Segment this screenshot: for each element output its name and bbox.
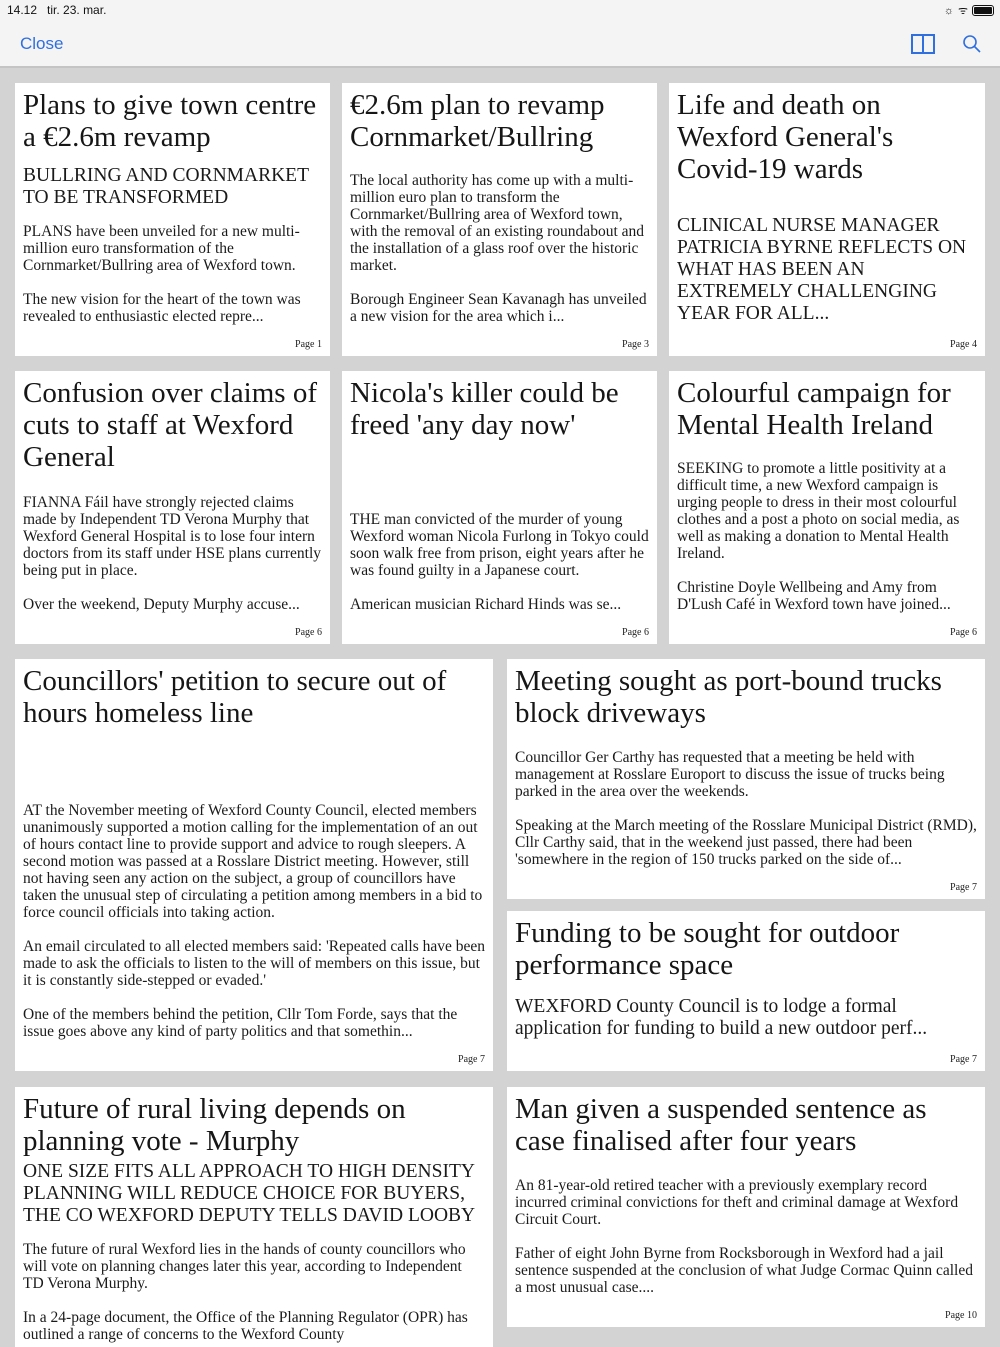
- status-bar: [0, 0, 1000, 22]
- article-card[interactable]: [507, 659, 985, 899]
- article-title: Councillors' petition to secure out of hours homeless line: [23, 665, 447, 729]
- article-paragraph: AT the November meeting of Wexford County Council, elected members unanimously supported a motion calling for the implementation of an out of hours contact line to provide support and advice to rough sleepers. A second motion was passed at a Rosslare District meeting. However, still not having seen any action on the subject, a group of councillors have taken the unusual step of circulating a petition among members in a bid to force council officials into taking action.: [23, 802, 483, 921]
- article-paragraph: One of the members behind the petition, Cllr Tom Forde, says that the issue goes above any kind of party politics and that somethin...: [23, 1006, 458, 1040]
- article-paragraph: An email circulated to all elected members said: 'Repeated calls have been made to ask the officials to listen to the will of members on this issue, but it is constantly side-stepped or evaded.': [23, 938, 485, 989]
- article-paragraph: An 81-year-old retired teacher with a previously exemplary record incurred criminal convictions for theft and criminal damage at Wexford Circuit Court.: [515, 1177, 959, 1228]
- article-body: [23, 802, 485, 1040]
- article-subtitle: BULLRING AND CORNMARKET TO BE TRANSFORMED: [23, 165, 309, 208]
- toolbar: [0, 22, 1000, 68]
- article-paragraph: Councillor Ger Carthy has requested that a meeting be held with management at Rosslare Europort to discuss the issue of trucks being parked in the area over the weekends.: [515, 749, 945, 800]
- article-paragraph: Christine Doyle Wellbeing and Amy from D'Lush Café in Wexford town have joined...: [677, 579, 951, 613]
- article-body: [23, 494, 322, 613]
- article-body: [515, 749, 977, 868]
- article-title: €2.6m plan to revamp Cornmarket/Bullring: [350, 89, 605, 153]
- page-number: Page 3: [622, 339, 649, 350]
- article-content: [515, 749, 977, 868]
- article-title: Colourful campaign for Mental Health Ireland: [677, 377, 951, 441]
- article-paragraph: In a 24-page document, the Office of the Planning Regulator (OPR) has outlined a range of concerns to the Wexford County: [23, 1309, 468, 1343]
- article-content: [677, 460, 977, 613]
- article-paragraph: Speaking at the March meeting of the Rosslare Municipal District (RMD), Cllr Carthy said, that in the weekend just passed, there had been 'somewhere in the region of 150 trucks parked on the side of...: [515, 817, 977, 868]
- search-icon[interactable]: [962, 34, 982, 54]
- article-subtitle: WEXFORD County Council is to lodge a formal application for funding to build a new outdoor perf...: [515, 996, 928, 1039]
- article-paragraph: SEEKING to promote a little positivity at a difficult time, a new Wexford campaign is urging people to dress in their most colourful clothes and a post a photo on social media, as well as making a donation to Mental Health Ireland.: [677, 460, 960, 562]
- article-paragraph: Borough Engineer Sean Kavanagh has unveiled a new vision for the area which i...: [350, 291, 647, 325]
- article-content: [23, 494, 322, 613]
- article-card[interactable]: [669, 83, 985, 356]
- article-title: Future of rural living depends on planning vote - Murphy: [23, 1093, 406, 1157]
- article-body: [515, 1177, 977, 1296]
- article-content: [350, 172, 649, 325]
- article-card[interactable]: [15, 1087, 493, 1347]
- article-content: [515, 1177, 977, 1296]
- article-paragraph: THE man convicted of the murder of young Wexford woman Nicola Furlong in Tokyo could soon walk free from prison, eight years after he was found guilty in a Japanese court.: [350, 511, 649, 579]
- article-card[interactable]: [507, 1087, 985, 1327]
- article-title: Nicola's killer could be freed 'any day now': [350, 377, 619, 441]
- article-title: Confusion over claims of cuts to staff at Wexford General: [23, 377, 317, 473]
- article-card[interactable]: [669, 371, 985, 644]
- article-title: Life and death on Wexford General's Covid-19 wards: [677, 89, 894, 185]
- article-card[interactable]: [15, 83, 330, 356]
- article-subtitle: CLINICAL NURSE MANAGER PATRICIA BYRNE REFLECTS ON WHAT HAS BEEN AN EXTREMELY CHALLENGING YEAR FOR ALL...: [677, 215, 967, 324]
- battery-icon: [972, 5, 994, 16]
- status-time: 14.12 tir. 23. mar.: [7, 3, 107, 17]
- article-body: [350, 511, 649, 613]
- article-title: Funding to be sought for outdoor performance space: [515, 917, 900, 981]
- article-title: Plans to give town centre a €2.6m revamp: [23, 89, 317, 153]
- article-content: [23, 1157, 485, 1343]
- page-number: Page 6: [622, 627, 649, 638]
- article-card[interactable]: [15, 371, 330, 644]
- article-content: [677, 215, 977, 325]
- page-number: Page 7: [950, 882, 977, 893]
- article-content: [23, 802, 485, 1040]
- article-card[interactable]: [15, 659, 493, 1071]
- wifi-icon: ᯤ: [957, 5, 968, 17]
- brightness-icon: ☼: [943, 4, 954, 17]
- page-number: Page 1: [295, 339, 322, 350]
- article-paragraph: The new vision for the heart of the town was revealed to enthusiastic elected repre...: [23, 291, 301, 325]
- close-button[interactable]: Close: [20, 34, 64, 53]
- page-number: Page 7: [950, 1054, 977, 1065]
- article-title: Man given a suspended sentence as case finalised after four years: [515, 1093, 927, 1157]
- article-card[interactable]: [342, 371, 657, 644]
- article-paragraph: PLANS have been unveiled for a new multi-million euro transformation of the Cornmarket/Bullring area of Wexford town.: [23, 223, 300, 274]
- page-number: Page 6: [295, 627, 322, 638]
- article-content: [350, 511, 649, 613]
- page-number: Page 6: [950, 627, 977, 638]
- article-body: [23, 223, 322, 325]
- article-body: [350, 172, 649, 325]
- article-paragraph: Father of eight John Byrne from Rocksborough in Wexford had a jail sentence suspended at the conclusion of what Judge Cormac Quinn called a most unusual case....: [515, 1245, 973, 1296]
- article-paragraph: The local authority has come up with a multi-million euro plan to transform the Cornmarket/Bullring area of Wexford town, with the removal of an existing roundabout and the installation of a glass roof over the historic market.: [350, 172, 645, 274]
- article-paragraph: Over the weekend, Deputy Murphy accuse...: [23, 596, 300, 613]
- article-title: Meeting sought as port-bound trucks block driveways: [515, 665, 942, 729]
- page-number: Page 7: [458, 1054, 485, 1065]
- article-card[interactable]: [342, 83, 657, 356]
- article-paragraph: FIANNA Fáil have strongly rejected claims made by Independent TD Verona Murphy that Wexford General Hospital is to lose four intern doctors from its staff under HSE plans currently being put in place.: [23, 494, 322, 579]
- article-content: [23, 161, 322, 325]
- article-body: [677, 460, 977, 613]
- article-paragraph: The future of rural Wexford lies in the hands of county councillors who will vote on planning changes later this year, according to Independent TD Verona Murphy.: [23, 1241, 466, 1292]
- article-content: [515, 996, 977, 1040]
- article-paragraph: American musician Richard Hinds was se...: [350, 596, 622, 613]
- page-number: Page 10: [945, 1310, 977, 1321]
- article-subtitle: ONE SIZE FITS ALL APPROACH TO HIGH DENSITY PLANNING WILL REDUCE CHOICE FOR BUYERS, THE CO WEXFORD DEPUTY TELLS DAVID LOOBY: [23, 1161, 476, 1226]
- page-view-icon[interactable]: [911, 34, 935, 54]
- page-number: Page 4: [950, 339, 977, 350]
- article-card[interactable]: [507, 911, 985, 1071]
- article-body: [23, 1241, 485, 1343]
